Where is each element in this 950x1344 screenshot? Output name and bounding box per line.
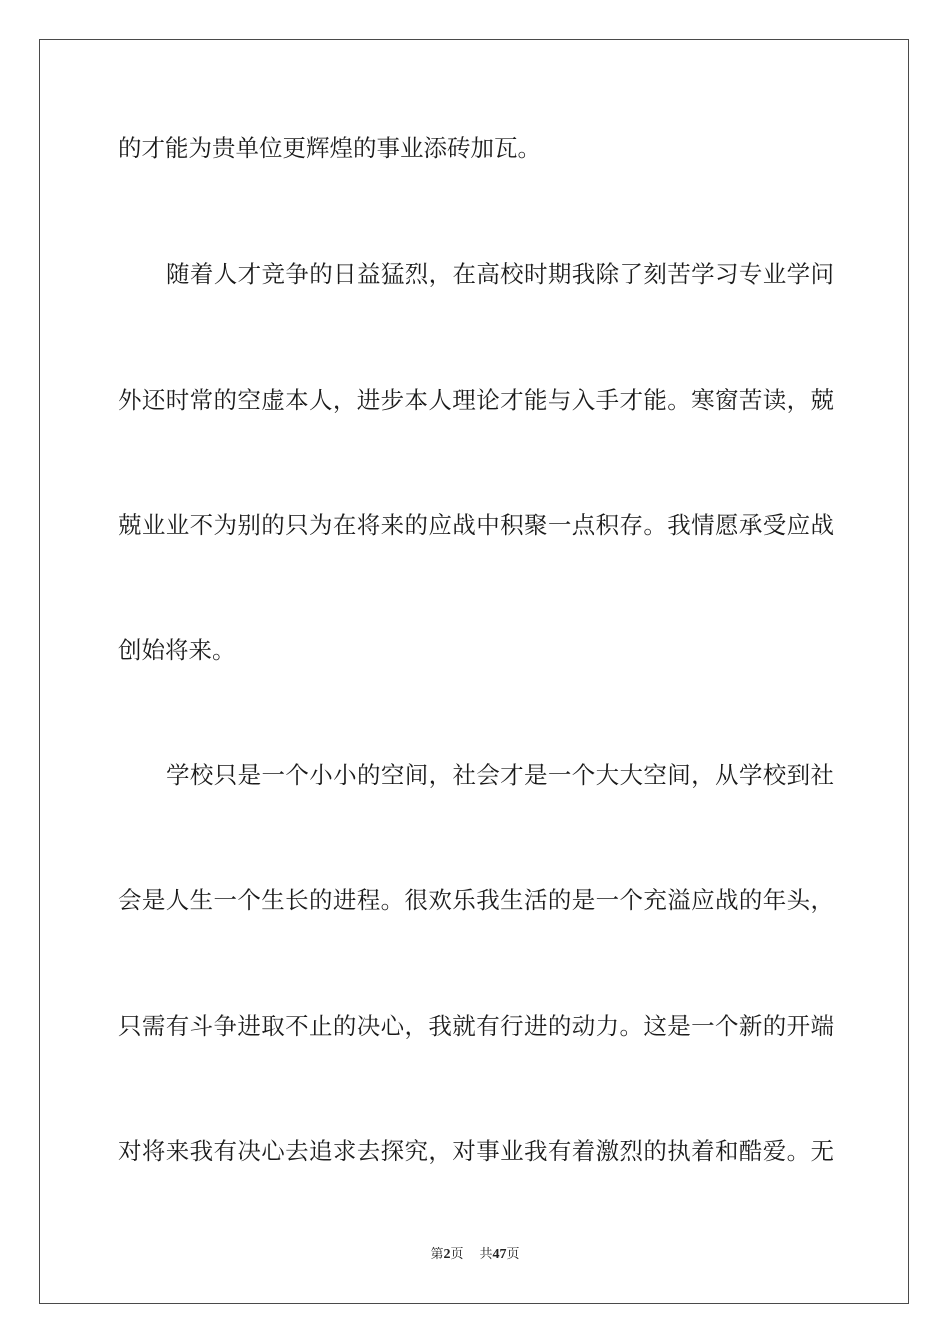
footer-total-pages: 47 — [492, 1247, 507, 1262]
footer-total-prefix: 共 — [479, 1247, 493, 1262]
text-line-2: 随着人才竞争的日益猛烈，在高校时期我除了刻苦学习专业学问 — [166, 260, 834, 288]
footer-page-number: 2 — [443, 1247, 451, 1262]
text-line-7: 会是人生一个生长的进程。很欢乐我生活的是一个充溢应战的年头， — [118, 886, 834, 914]
footer-total-suffix: 页 — [506, 1247, 520, 1262]
text-line-8: 只需有斗争进取不止的决心，我就有行进的动力。这是一个新的开端 — [118, 1012, 834, 1040]
page-footer — [0, 1244, 950, 1266]
footer-page-suffix: 页 — [450, 1247, 464, 1262]
text-line-5: 创始将来。 — [118, 636, 236, 664]
text-line-4: 兢业业不为别的只为在将来的应战中积聚一点积存。我情愿承受应战 — [118, 511, 834, 539]
footer-page-prefix: 第 — [430, 1247, 444, 1262]
page-frame — [39, 39, 909, 1304]
text-line-3: 外还时常的空虚本人，进步本人理论才能与入手才能。寒窗苦读，兢 — [118, 386, 834, 414]
text-line-1: 的才能为贵单位更辉煌的事业添砖加瓦。 — [118, 134, 541, 162]
text-line-6: 学校只是一个小小的空间，社会才是一个大大空间，从学校到社 — [166, 761, 834, 789]
text-line-9: 对将来我有决心去追求去探究，对事业我有着激烈的执着和酷爱。无 — [118, 1137, 834, 1165]
